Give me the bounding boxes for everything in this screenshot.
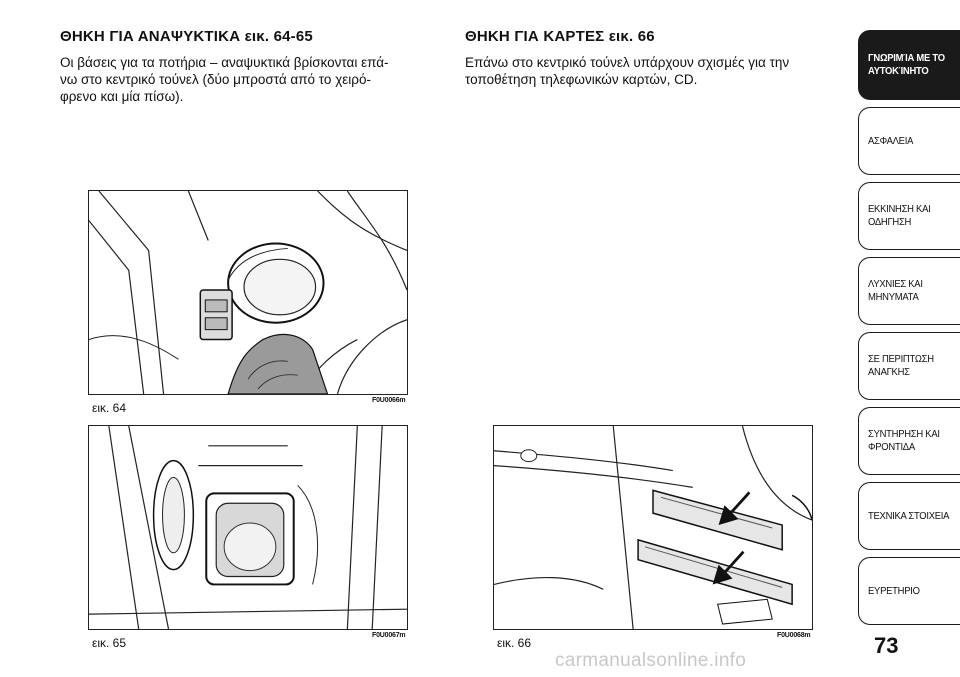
figure-64-cupholders-image <box>88 190 408 395</box>
sidebar-tab-emergency[interactable]: ΣΕ ΠΕΡΙΠΤΩΣΗ ΑΝΑΓΚΗΣ <box>858 332 960 400</box>
figure-65-code: F0U0067m <box>372 632 406 639</box>
section-heading-drink-holder: ΘΗΚΗ ΓΙΑ ΑΝΑΨΥΚΤΙΚΑ εικ. 64-65 <box>60 28 313 45</box>
figure-64-caption: εικ. 64 <box>92 401 127 415</box>
figure-66-code: F0U0068m <box>777 632 811 639</box>
sidebar-tab-safety[interactable]: ΑΣΦΑΛΕΙΑ <box>858 107 960 175</box>
page-number: 73 <box>874 633 899 658</box>
sidebar-tab-starting-driving[interactable]: ΕΚΚΙΝΗΣΗ ΚΑΙ ΟΔΗΓΗΣΗ <box>858 182 960 250</box>
figure-66-card-slots-image <box>493 425 813 630</box>
section-heading-card-holder: ΘΗΚΗ ΓΙΑ ΚΑΡΤΕΣ εικ. 66 <box>465 28 655 45</box>
figure-66-caption: εικ. 66 <box>497 636 532 650</box>
paragraph-line: τοποθέτηση τηλεφωνικών καρτών, CD. <box>465 72 698 87</box>
sidebar-tab-maintenance-care[interactable]: ΣΥΝΤΗΡΗΣΗ ΚΑΙ ΦΡΟΝΤΙΔΑ <box>858 407 960 475</box>
figure-65-rear-cupholder-image <box>88 425 408 630</box>
figure-64-code: F0U0066m <box>372 397 406 404</box>
watermark: carmanualsonline.info <box>555 650 747 671</box>
figure-65-caption: εικ. 65 <box>92 636 127 650</box>
sidebar-tab-getting-to-know-car[interactable]: ΓΝΩΡΙΜΊΑ ΜΕ ΤΟ ΑΥΤΟΚΊΝΗΤΟ <box>858 30 960 100</box>
paragraph-line: νω στο κεντρικό τούνελ (δύο μπροστά από το χειρό- <box>60 72 371 87</box>
sidebar-tab-technical-data[interactable]: ΤΕΧΝΙΚΑ ΣΤΟΙΧΕΙΑ <box>858 482 960 550</box>
paragraph-line: φρενο και μία πίσω). <box>60 89 184 104</box>
card-holder-paragraph <box>465 54 789 88</box>
paragraph-line: Οι βάσεις για τα ποτήρια – αναψυκτικά βρίσκονται επά- <box>60 55 389 70</box>
drink-holder-paragraph <box>60 54 389 105</box>
sidebar-tab-index[interactable]: ΕΥΡΕΤΗΡΙΟ <box>858 557 960 625</box>
paragraph-line: Επάνω στο κεντρικό τούνελ υπάρχουν σχισμές για την <box>465 55 790 70</box>
sidebar-tab-lights-messages[interactable]: ΛΥΧΝΙΕΣ ΚΑΙ ΜΗΝΥΜΑΤΑ <box>858 257 960 325</box>
